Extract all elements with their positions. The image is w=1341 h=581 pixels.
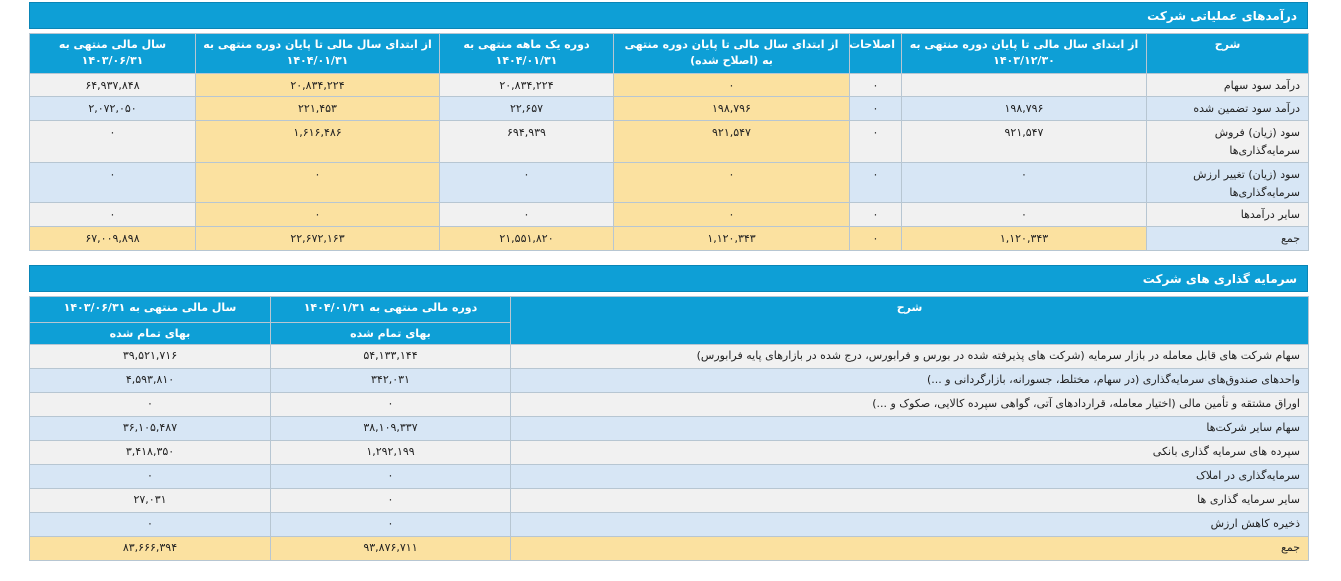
cell: ۰	[30, 513, 271, 537]
table-row	[30, 97, 1309, 121]
cell: ۶۴,۹۳۷,۸۴۸	[30, 74, 196, 97]
table-row	[30, 74, 1309, 97]
row-label: سپرده های سرمایه گذاری بانکی	[511, 441, 1309, 465]
cell: ۹۲۱,۵۴۷	[902, 121, 1147, 163]
cell: ۲,۰۷۲,۰۵۰	[30, 97, 196, 121]
cell: ۸۳,۶۶۶,۳۹۴	[30, 537, 271, 561]
revenue-section-title: درآمدهای عملیاتی شرکت	[29, 2, 1308, 29]
table-row	[30, 203, 1309, 227]
cell: ۱,۲۹۲,۱۹۹	[271, 441, 511, 465]
cell: ۲۲,۶۵۷	[440, 97, 614, 121]
table-row	[30, 513, 1309, 537]
cell: ۰	[614, 163, 850, 203]
table-row	[30, 441, 1309, 465]
cell: ۰	[196, 203, 440, 227]
table-row	[30, 121, 1309, 163]
cell: ۰	[271, 489, 511, 513]
table-row	[30, 393, 1309, 417]
col-header-prior-period: از ابتدای سال مالی تا پایان دوره منتهی به ۱۴۰۳/۱۲/۳۰	[902, 34, 1147, 74]
cell: ۰	[850, 163, 902, 203]
cell: ۶۹۴,۹۳۹	[440, 121, 614, 163]
row-label: سرمایه‌گذاری در املاک	[511, 465, 1309, 489]
cell: ۰	[850, 97, 902, 121]
total-row	[30, 227, 1309, 251]
table-row	[30, 369, 1309, 393]
cell: ۱,۶۱۶,۴۸۶	[196, 121, 440, 163]
cell: ۰	[850, 227, 902, 251]
row-label: سایر سرمایه گذاری ها	[511, 489, 1309, 513]
cell: ۰	[30, 121, 196, 163]
cell: ۰	[850, 74, 902, 97]
table-row	[30, 163, 1309, 203]
cell: ۰	[440, 163, 614, 203]
table-row	[30, 465, 1309, 489]
row-label: سود (زیان) تغییر ارزش سرمایه‌گذاری‌ها	[1147, 163, 1309, 203]
cell: ۰	[30, 465, 271, 489]
investments-table	[29, 296, 1309, 561]
investments-section-title: سرمایه گذاری های شرکت	[29, 265, 1308, 292]
cell: ۲۰,۸۳۴,۲۲۴	[440, 74, 614, 97]
cell: ۰	[271, 513, 511, 537]
row-label: اوراق مشتقه و تأمین مالی (اختیار معامله، قراردادهای آتی، گواهی سپرده کالایی، صکوک و ...)	[511, 393, 1309, 417]
cell: ۱۹۸,۷۹۶	[902, 97, 1147, 121]
cell: ۹۳,۸۷۶,۷۱۱	[271, 537, 511, 561]
cell: ۵۴,۱۳۳,۱۴۴	[271, 345, 511, 369]
row-label: سهام شرکت های قابل معامله در بازار سرمایه (شرکت های پذیرفته شده در بورس و فرابورس، درج شده در بازارهای پایه فرابورس)	[511, 345, 1309, 369]
cell: ۰	[30, 203, 196, 227]
table-header-row	[30, 34, 1309, 74]
cell: ۳۹,۵۲۱,۷۱۶	[30, 345, 271, 369]
cell: ۰	[850, 203, 902, 227]
col-header-description: شرح	[1147, 34, 1309, 74]
col-header-ytd: از ابتدای سال مالی تا پایان دوره منتهی به ۱۴۰۴/۰۱/۳۱	[196, 34, 440, 74]
cell: ۰	[271, 393, 511, 417]
cell: ۳۶,۱۰۵,۴۸۷	[30, 417, 271, 441]
cell: ۱,۱۲۰,۳۴۳	[902, 227, 1147, 251]
col-header-description: شرح	[511, 297, 1309, 345]
col-header-one-month: دوره یک ماهه منتهی به ۱۴۰۴/۰۱/۳۱	[440, 34, 614, 74]
col-header-adjustments: اصلاحات	[850, 34, 902, 74]
cell: ۲۷,۰۳۱	[30, 489, 271, 513]
cell: ۰	[902, 163, 1147, 203]
cell: ۴,۵۹۳,۸۱۰	[30, 369, 271, 393]
col-header-adjusted: از ابتدای سال مالی تا پایان دوره منتهی به (اصلاح شده)	[614, 34, 850, 74]
total-row	[30, 537, 1309, 561]
table-row	[30, 489, 1309, 513]
cell: ۳۴۲,۰۳۱	[271, 369, 511, 393]
row-label: سود (زیان) فروش سرمایه‌گذاری‌ها	[1147, 121, 1309, 163]
cell: ۲۲,۶۷۲,۱۶۳	[196, 227, 440, 251]
cell: ۰	[30, 163, 196, 203]
cell: ۰	[850, 121, 902, 163]
col-header-period: دوره مالی منتهی به ۱۴۰۴/۰۱/۳۱	[271, 297, 511, 323]
col-header-fiscal-year: سال مالی منتهی به ۱۴۰۳/۰۶/۳۱	[30, 34, 196, 74]
row-label: درآمد سود سهام	[1147, 74, 1309, 97]
cell: ۰	[196, 163, 440, 203]
row-label: سایر درآمدها	[1147, 203, 1309, 227]
col-subheader-cost: بهای تمام شده	[271, 323, 511, 345]
cell: ۱,۱۲۰,۳۴۳	[614, 227, 850, 251]
table-row	[30, 417, 1309, 441]
cell: ۶۷,۰۰۹,۸۹۸	[30, 227, 196, 251]
row-label: ذخیره کاهش ارزش	[511, 513, 1309, 537]
table-header-row	[30, 297, 1309, 323]
cell: ۱۹۸,۷۹۶	[614, 97, 850, 121]
table-row	[30, 345, 1309, 369]
cell: ۲۰,۸۳۴,۲۲۴	[196, 74, 440, 97]
row-label: درآمد سود تضمین شده	[1147, 97, 1309, 121]
cell: ۰	[440, 203, 614, 227]
row-label: سهام سایر شرکت‌ها	[511, 417, 1309, 441]
cell: ۰	[271, 465, 511, 489]
row-label: جمع	[511, 537, 1309, 561]
cell: ۹۲۱,۵۴۷	[614, 121, 850, 163]
cell: ۰	[902, 203, 1147, 227]
cell	[902, 74, 1147, 97]
row-label: جمع	[1147, 227, 1309, 251]
row-label: واحدهای صندوق‌های سرمایه‌گذاری (در سهام، مختلط، جسورانه، بازارگردانی و ...)	[511, 369, 1309, 393]
col-header-year: سال مالی منتهی به ۱۴۰۳/۰۶/۳۱	[30, 297, 271, 323]
cell: ۳۸,۱۰۹,۳۳۷	[271, 417, 511, 441]
cell: ۳,۴۱۸,۳۵۰	[30, 441, 271, 465]
cell: ۰	[30, 393, 271, 417]
col-subheader-cost: بهای تمام شده	[30, 323, 271, 345]
cell: ۰	[614, 74, 850, 97]
cell: ۲۱,۵۵۱,۸۲۰	[440, 227, 614, 251]
cell: ۰	[614, 203, 850, 227]
operating-revenue-table	[29, 33, 1309, 251]
cell: ۲۲۱,۴۵۳	[196, 97, 440, 121]
